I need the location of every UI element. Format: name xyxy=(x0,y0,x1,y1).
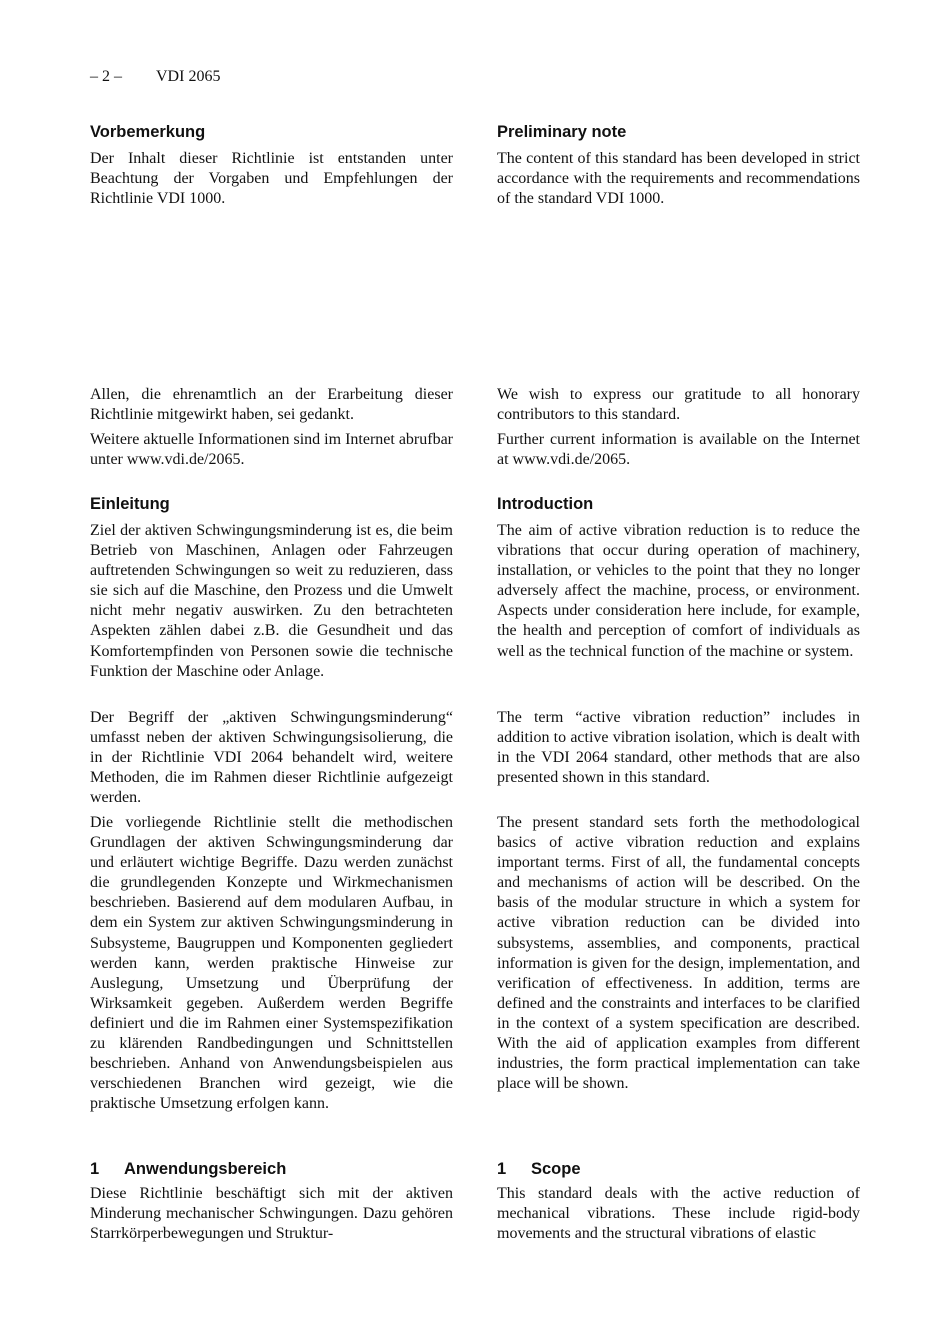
intro-paragraph-2-en: The term “active vibration reduction” includes in addition to active vibration isolation, which is dealt with in the VDI 2064 standard, other methods that are also presented shown in this standard. xyxy=(497,709,860,787)
thanks-text-en: We wish to express our gratitude to all honorary contributors to this standard. xyxy=(497,386,860,424)
scope-heading-de xyxy=(90,1159,286,1179)
intro-paragraph-2-de: Der Begriff der „aktiven Schwingungsminderung“ umfasst neben der aktiven Schwingungsisolierung, die in der Richtlinie VDI 2064 behandelt wird, weitere Methoden, die im Rahmen dieser Richtlinie aufgezeigt werden. xyxy=(90,709,453,807)
page-number: – 2 – xyxy=(90,68,122,85)
intro-paragraph-1-de: Ziel der aktiven Schwingungsminderung ist es, die beim Betrieb von Maschinen, Anlagen oder Fahrzeugen auftretenden Schwingungen so weit zu reduzieren, dass sie sich auf die Maschine, den Prozess und die Umwelt nicht mehr negativ auswirken. Zu den betrachteten Aspekten zählen dabei z.B. die Gesundheit und das Komfortempfinden von Personen sowie die technische Funktion der Maschine oder Anlage. xyxy=(90,522,453,680)
intro-heading-en: Introduction xyxy=(497,495,594,513)
intro-paragraph-1-en: The aim of active vibration reduction is to reduce the vibrations that occur during operation of machinery, installation, or vehicles to the point that they no longer adversely affect the machine, process, or environment. Aspects under consideration here include, for example, the health and perception of comfort of individuals as well as the technical function of the machine or system. xyxy=(497,522,860,660)
preliminary-text-en: The content of this standard has been developed in strict accordance with the requirements and recommendations of the standard VDI 1000. xyxy=(497,150,860,208)
scope-text-de: Diese Richtlinie beschäftigt sich mit der aktiven Minderung mechanischer Schwingungen. Dazu gehören Starrkörperbewegungen und Struktur- xyxy=(90,1185,453,1243)
scope-heading-en xyxy=(497,1159,581,1179)
intro-paragraph-3-de: Die vorliegende Richtlinie stellt die methodischen Grundlagen der aktiven Schwingungsminderung dar und erläutert wichtige Begriffe. Dazu werden zunächst die grundlegenden Konzepte und Wirkmechanismen beschrieben. Basierend auf dem modularen Aufbau, in dem ein System zur aktiven Schwingungsminderung in Subsysteme, Baugruppen und Komponenten gegliedert werden kann, werden praktische Hinweise zur Auslegung, Umsetzung und Überprüfung der Wirksamkeit gegeben. Außerdem werden Begriffe definiert und die im Rahmen einer Systemspezifikation zu klärenden Randbedingungen und Schnittstellen beschrieben. Anhand von Anwendungsbeispielen aus verschiedenen Branchen wird gezeigt, wie die praktische Umsetzung erfolgen kann. xyxy=(90,814,453,1113)
preliminary-text-de: Der Inhalt dieser Richtlinie ist entstanden unter Beachtung der Vorgaben und Empfehlungen der Richtlinie VDI 1000. xyxy=(90,150,453,208)
document-number: VDI 2065 xyxy=(156,68,221,85)
preliminary-heading-en: Preliminary note xyxy=(497,123,627,141)
scope-title-en: Scope xyxy=(531,1160,581,1178)
scope-text-en: This standard deals with the active reduction of mechanical vibrations. These include rigid-body movements and the structural vibrations of elastic xyxy=(497,1185,860,1243)
info-text-en: Further current information is available on the Internet at www.vdi.de/2065. xyxy=(497,431,860,469)
page-header xyxy=(90,68,220,86)
thanks-text-de: Allen, die ehrenamtlich an der Erarbeitung dieser Richtlinie mitgewirkt haben, sei gedankt. xyxy=(90,386,453,424)
intro-heading-de: Einleitung xyxy=(90,495,170,513)
preliminary-heading-de: Vorbemerkung xyxy=(90,123,206,141)
scope-number-de: 1 xyxy=(90,1160,100,1178)
intro-paragraph-3-en: The present standard sets forth the methodological basics of active vibration reduction and explains important terms. First of all, the fundamental concepts and mechanisms of action will be described. On the basis of the modular structure in which a system for active vibration reduction can be divided into subsystems, assemblies, and components, practical information is given for the design, implementation, and verification of effectiveness. In addition, terms are defined and the constraints and interfaces to be clarified in the context of a system specification are described. With the aid of application examples from different industries, the form practical implementation can take place will be shown. xyxy=(497,814,860,1093)
scope-title-de: Anwendungsbereich xyxy=(124,1160,287,1178)
scope-number-en: 1 xyxy=(497,1160,507,1178)
info-text-de: Weitere aktuelle Informationen sind im Internet abrufbar unter www.vdi.de/2065. xyxy=(90,431,454,469)
